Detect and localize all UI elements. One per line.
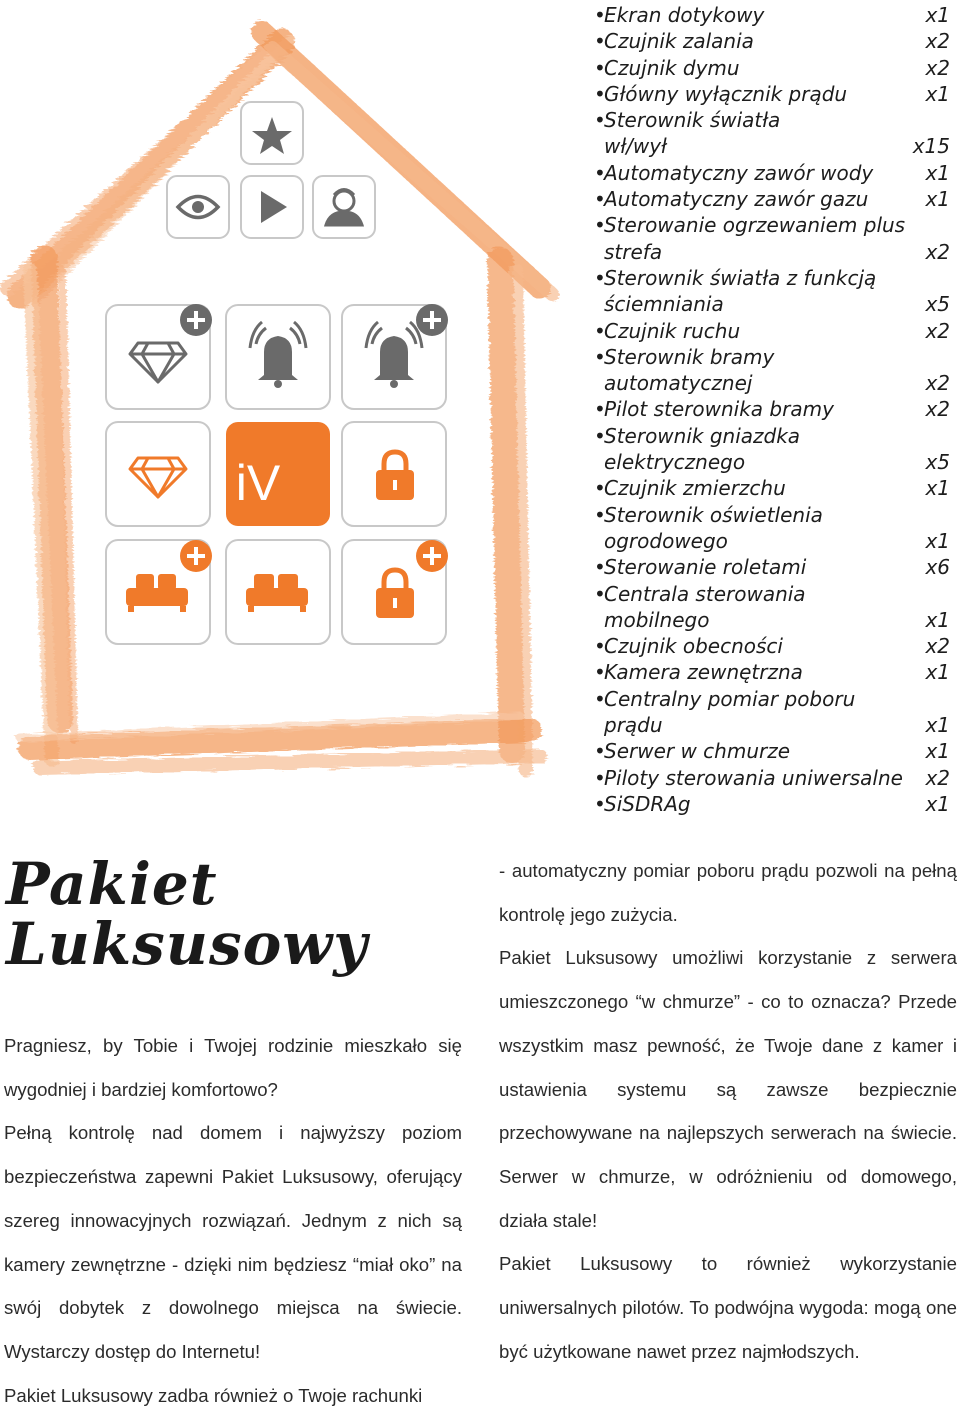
equipment-name: Czujnik zmierzchu <box>604 476 786 501</box>
equipment-name: Sterowanie roletami <box>604 555 807 580</box>
bullet-icon: • <box>594 108 606 133</box>
left-paragraph: Pakiet Luksusowy zadba również o Twoje rachunki <box>4 1384 423 1406</box>
equipment-qty: x1 <box>925 160 950 185</box>
equipment-qty: x5 <box>925 292 950 317</box>
equipment-qty: x1 <box>925 528 950 553</box>
equipment-qty: x2 <box>925 29 950 54</box>
bullet-icon: • <box>594 344 606 369</box>
equipment-qty: x1 <box>925 607 950 632</box>
equipment-name: SiSDRAg <box>604 791 691 816</box>
equipment-qty: x2 <box>925 371 950 396</box>
equipment-item <box>594 265 950 318</box>
bullet-icon: • <box>594 660 606 685</box>
equipment-item <box>594 502 950 555</box>
equipment-qty: x15 <box>912 134 950 159</box>
equipment-qty: x5 <box>925 450 950 475</box>
equipment-name: Sterownik światła z funkcją <box>604 265 877 290</box>
equipment-name: Czujnik dymu <box>604 55 740 80</box>
page-title <box>6 850 476 978</box>
equipment-qty: x1 <box>925 3 950 27</box>
bullet-icon: • <box>594 581 606 606</box>
equipment-name: Sterowanie ogrzewaniem plus <box>604 213 906 238</box>
equipment-item <box>594 554 950 580</box>
left-paragraph: Pragniesz, by Tobie i Twojej rodzinie mieszkało się wygodniej i bardziej komfortowo? <box>4 1035 462 1100</box>
bullet-icon: • <box>594 265 606 290</box>
bullet-icon: • <box>594 423 606 448</box>
equipment-item <box>594 659 950 685</box>
equipment-qty: x1 <box>925 660 950 685</box>
equipment-item <box>594 475 950 501</box>
equipment-name-cont: wł/wył <box>604 134 667 159</box>
left-column-text <box>4 1024 462 1412</box>
bullet-icon: • <box>594 476 606 501</box>
equipment-name: Sterownik bramy <box>604 344 775 369</box>
bullet-icon: • <box>594 502 606 527</box>
house-illustration <box>0 0 560 820</box>
logo-text: iV <box>235 455 281 511</box>
bullet-icon: • <box>594 29 606 54</box>
equipment-qty: x2 <box>925 765 950 790</box>
equipment-name: Czujnik zalania <box>604 29 754 54</box>
equipment-name: Główny wyłącznik prądu <box>604 81 848 106</box>
equipment-name: Centrala sterowania <box>604 581 806 606</box>
bullet-icon: • <box>594 686 606 711</box>
equipment-qty: x2 <box>925 634 950 659</box>
right-paragraph: - automatyczny pomiar poboru prądu pozwoli na pełną kontrolę jego zużycia. <box>499 860 957 925</box>
bullet-icon: • <box>594 213 606 238</box>
equipment-name: Kamera zewnętrzna <box>604 660 803 685</box>
equipment-item <box>594 791 950 817</box>
equipment-qty: x1 <box>925 476 950 501</box>
equipment-item <box>594 2 950 28</box>
equipment-qty: x1 <box>925 713 950 738</box>
equipment-item <box>594 581 950 634</box>
equipment-name-cont: automatycznej <box>604 371 753 396</box>
equipment-name: Czujnik obecności <box>604 634 783 659</box>
equipment-name: Sterownik oświetlenia <box>604 502 823 527</box>
plus-icon[interactable] <box>416 304 448 336</box>
equipment-item <box>594 55 950 81</box>
bullet-icon: • <box>594 397 606 422</box>
equipment-item <box>594 212 950 265</box>
equipment-name-cont: mobilnego <box>604 607 710 632</box>
plus-icon[interactable] <box>180 304 212 336</box>
equipment-name: Automatyczny zawór wody <box>604 160 874 185</box>
equipment-name: Serwer w chmurze <box>604 739 791 764</box>
bullet-icon: • <box>594 318 606 343</box>
right-paragraph: Pakiet Luksusowy umożliwi korzystanie z serwera umieszczonego “w chmurze” - co to oznacza? Przede wszystkim masz pewność, że Twoje dane z kamer i ustawienia systemu są zawsze bezpiecznie przechowywane na najlepszych serwerach na świecie. Serwer w chmurze, w odróżnieniu od domowego, działa stale! <box>499 947 957 1231</box>
equipment-name-cont: strefa <box>604 239 663 264</box>
equipment-item <box>594 81 950 107</box>
equipment-name: Sterownik gniazdka <box>604 423 801 448</box>
equipment-name: Pilot sterownika bramy <box>604 397 834 422</box>
equipment-name: Centralny pomiar poboru <box>604 686 856 711</box>
equipment-item <box>594 28 950 54</box>
equipment-item <box>594 318 950 344</box>
plus-icon[interactable] <box>180 540 212 572</box>
bullet-icon: • <box>594 187 606 212</box>
left-paragraph: Pełną kontrolę nad domem i najwyższy poziom bezpieczeństwa zapewni Pakiet Luksusowy, oferujący szereg innowacyjnych rozwiązań. Jednym z nich są kamery zewnętrzne - dzięki nim będziesz “miał oko” na swój dobytek z dowolnego miejsca na świecie. Wystarczy dostęp do Internetu! <box>4 1122 462 1362</box>
bullet-icon: • <box>594 739 606 764</box>
plus-icon[interactable] <box>416 540 448 572</box>
equipment-name: Piloty sterowania uniwersalne <box>604 765 903 790</box>
tile-user[interactable] <box>313 176 375 238</box>
tile-diamond-orange[interactable] <box>106 422 210 526</box>
equipment-item <box>594 738 950 764</box>
equipment-item <box>594 186 950 212</box>
equipment-name-cont: elektrycznego <box>604 450 746 475</box>
equipment-qty: x1 <box>925 187 950 212</box>
equipment-qty: x1 <box>925 81 950 106</box>
equipment-name: Sterownik światła <box>604 108 781 133</box>
title-line-1: Pakiet <box>6 850 218 918</box>
right-column-text <box>499 849 957 1373</box>
equipment-qty: x1 <box>925 739 950 764</box>
equipment-item <box>594 344 950 397</box>
bullet-icon: • <box>594 81 606 106</box>
equipment-item <box>594 633 950 659</box>
equipment-qty: x2 <box>925 318 950 343</box>
equipment-name-cont: prądu <box>604 713 663 738</box>
bullet-icon: • <box>594 55 606 80</box>
equipment-qty: x2 <box>925 239 950 264</box>
bullet-icon: • <box>594 3 606 27</box>
equipment-item <box>594 423 950 476</box>
equipment-item <box>594 686 950 739</box>
right-paragraph: Pakiet Luksusowy to również wykorzystanie uniwersalnych pilotów. To podwójna wygoda: mogą one być użytkowane nawet przez najmłodszych. <box>499 1253 957 1362</box>
equipment-name: Ekran dotykowy <box>604 3 765 27</box>
bullet-icon: • <box>594 160 606 185</box>
equipment-qty: x2 <box>925 397 950 422</box>
equipment-name-cont: ściemniania <box>604 292 724 317</box>
bullet-icon: • <box>594 765 606 790</box>
bullet-icon: • <box>594 634 606 659</box>
equipment-item <box>594 107 950 160</box>
equipment-item <box>594 396 950 422</box>
equipment-item <box>594 160 950 186</box>
equipment-qty: x6 <box>925 555 950 580</box>
equipment-name: Automatyczny zawór gazu <box>604 187 869 212</box>
equipment-name-cont: ogrodowego <box>604 528 728 553</box>
title-line-2: Luksusowy <box>6 910 368 978</box>
bullet-icon: • <box>594 791 606 816</box>
equipment-item <box>594 765 950 791</box>
equipment-qty: x2 <box>925 55 950 80</box>
bullet-icon: • <box>594 555 606 580</box>
equipment-list <box>594 2 950 817</box>
equipment-qty: x1 <box>925 791 950 816</box>
equipment-name: Czujnik ruchu <box>604 318 741 343</box>
